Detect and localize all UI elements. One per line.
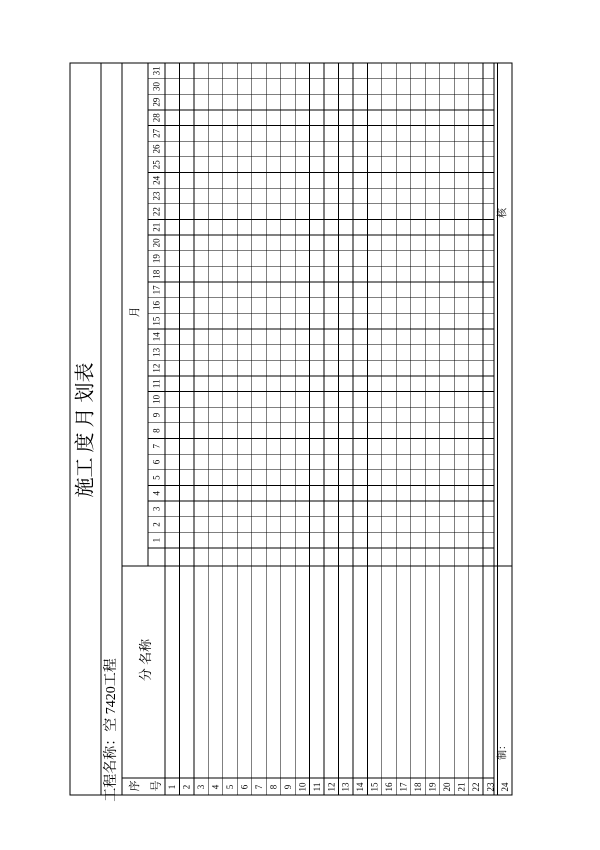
day-number: 18 [151, 269, 162, 279]
day-number: 16 [151, 301, 162, 310]
day-number: 1 [151, 537, 162, 543]
row-number: 2 [181, 784, 192, 790]
day-number: 11 [151, 379, 162, 389]
day-number: 4 [151, 490, 162, 496]
day-number: 6 [151, 459, 162, 465]
day-number: 10 [151, 394, 162, 404]
schedule-grid [70, 63, 512, 795]
day-number: 13 [151, 347, 162, 357]
day-number: 21 [151, 222, 162, 232]
day-number: 2 [151, 522, 162, 527]
row-number: 21 [456, 782, 467, 792]
row-number: 10 [297, 782, 308, 792]
day-number: 25 [151, 160, 162, 170]
day-number: 12 [151, 363, 162, 373]
row-number: 6 [239, 784, 250, 790]
day-number: 8 [151, 428, 162, 433]
day-number: 14 [151, 332, 162, 342]
project-name: 工程名称：空 7420工程 [104, 658, 119, 802]
row-number: 23 [485, 782, 496, 792]
day-number: 31 [151, 66, 162, 76]
row-number: 9 [282, 784, 293, 790]
seq-header-top: 序 [129, 780, 141, 792]
day-number: 7 [151, 444, 162, 449]
day-number: 23 [151, 191, 162, 201]
day-number: 24 [151, 175, 162, 185]
item-name-header: 分 名称 [138, 638, 153, 682]
row-number: 15 [369, 782, 380, 792]
seq-header-bottom: 号 [150, 780, 163, 792]
row-number: 19 [427, 782, 438, 792]
day-number: 28 [151, 113, 162, 123]
row-number: 1 [167, 784, 178, 790]
day-number: 5 [151, 475, 162, 480]
day-number: 9 [151, 412, 162, 418]
day-number: 27 [151, 128, 162, 138]
row-number: 3 [196, 784, 207, 790]
row-number: 8 [268, 784, 279, 790]
row-number: 11 [311, 782, 322, 792]
row-number: 5 [225, 784, 236, 790]
row-number: 13 [340, 782, 351, 792]
row-number: 4 [210, 784, 221, 790]
row-number: 24 [499, 782, 510, 792]
row-number: 12 [326, 782, 337, 792]
day-number: 3 [151, 506, 162, 512]
day-number: 19 [151, 254, 162, 264]
row-number: 7 [253, 784, 264, 790]
row-number: 14 [355, 782, 366, 792]
row-number: 18 [413, 782, 424, 792]
day-number: 17 [151, 285, 162, 295]
day-number: 29 [151, 97, 162, 107]
day-number: 22 [151, 207, 162, 217]
row-number: 16 [384, 782, 395, 792]
day-number: 15 [151, 316, 162, 326]
day-number: 26 [151, 144, 162, 154]
maker-label: 制： [497, 740, 509, 760]
page-title: 施工 度 月 划表 [74, 362, 97, 498]
row-number: 22 [470, 782, 481, 792]
day-number: 20 [151, 238, 162, 248]
day-number: 30 [151, 81, 162, 91]
checker-label: 核 [497, 208, 509, 218]
month-label: 月 [129, 306, 141, 318]
row-number: 20 [441, 782, 452, 792]
row-number: 17 [398, 782, 409, 792]
